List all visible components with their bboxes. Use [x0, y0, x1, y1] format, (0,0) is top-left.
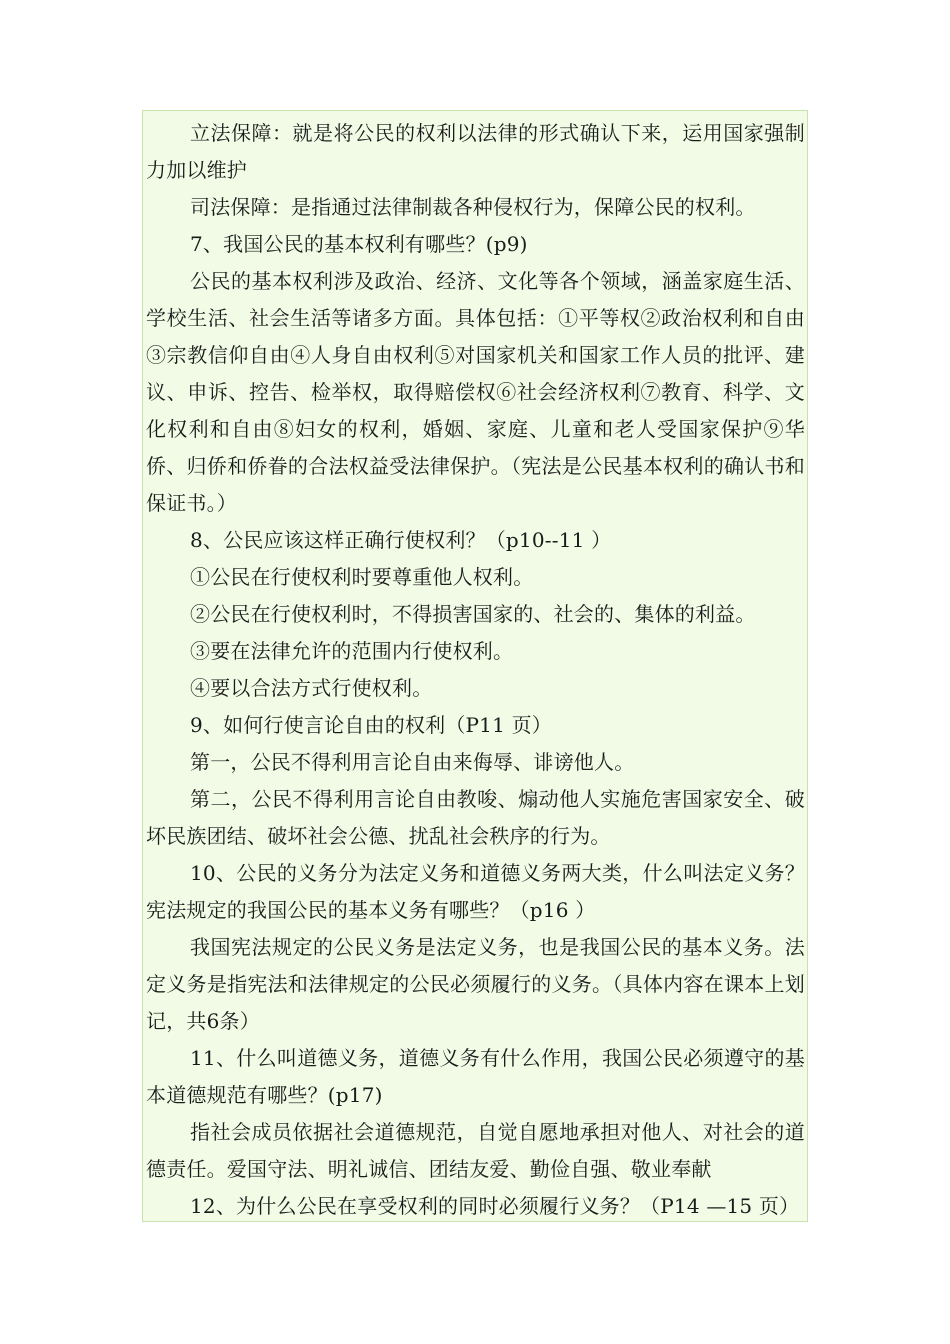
- question-8: 8、公民应该这样正确行使权利？（p10--11 ）: [190, 528, 612, 552]
- answer-8-item-1: ①公民在行使权利时要尊重他人权利。: [190, 565, 534, 589]
- question-10: 10、公民的义务分为法定义务和道德义务两大类，什么叫法定义务？宪法规定的我国公民的基本义务有哪些？（p16 ）: [146, 861, 805, 922]
- answer-11: 指社会成员依据社会道德规范，自觉自愿地承担对他人、对社会的道德责任。爱国守法、明礼诚信、团结友爱、勤俭自强、敬业奉献: [146, 1120, 805, 1181]
- question-11: 11、什么叫道德义务，道德义务有什么作用，我国公民必须遵守的基本道德规范有哪些？(p17): [146, 1046, 805, 1107]
- answer-8-item-2: ②公民在行使权利时，不得损害国家的、社会的、集体的利益。: [190, 602, 756, 626]
- document-content: [142, 110, 808, 1222]
- answer-8-item-3: ③要在法律允许的范围内行使权利。: [190, 639, 514, 663]
- question-12: 12、为什么公民在享受权利的同时必须履行义务？（P14 —15 页）: [190, 1194, 800, 1218]
- answer-7: 公民的基本权利涉及政治、经济、文化等各个领域，涵盖家庭生活、学校生活、社会生活等诸多方面。具体包括：①平等权②政治权利和自由③宗教信仰自由④人身自由权利⑤对国家机关和国家工作人员的批评、建议、申诉、控告、检举权，取得赔偿权⑥社会经济权利⑦教育、科学、文化权利和自由⑧妇女的权利，婚姻、家庭、儿童和老人受国家保护⑨华侨、归侨和侨眷的合法权益受法律保护。（宪法是公民基本权利的确认书和保证书。）: [146, 269, 805, 515]
- paragraph-judicial-guarantee: 司法保障：是指通过法律制裁各种侵权行为，保障公民的权利。: [190, 195, 756, 219]
- answer-8-item-4: ④要以合法方式行使权利。: [190, 676, 433, 700]
- question-9: 9、如何行使言论自由的权利（P11 页）: [190, 713, 552, 737]
- answer-10: 我国宪法规定的公民义务是法定义务，也是我国公民的基本义务。法定义务是指宪法和法律规定的公民必须履行的义务。（具体内容在课本上划记，共6条）: [146, 935, 805, 1033]
- answer-9-first: 第一，公民不得利用言论自由来侮辱、诽谤他人。: [190, 750, 635, 774]
- answer-9-second: 第二，公民不得利用言论自由教唆、煽动他人实施危害国家安全、破坏民族团结、破坏社会公德、扰乱社会秩序的行为。: [146, 787, 805, 848]
- question-7: 7、我国公民的基本权利有哪些？(p9): [190, 232, 528, 256]
- paragraph-legislative-guarantee: 立法保障：就是将公民的权利以法律的形式确认下来，运用国家强制力加以维护: [146, 121, 805, 182]
